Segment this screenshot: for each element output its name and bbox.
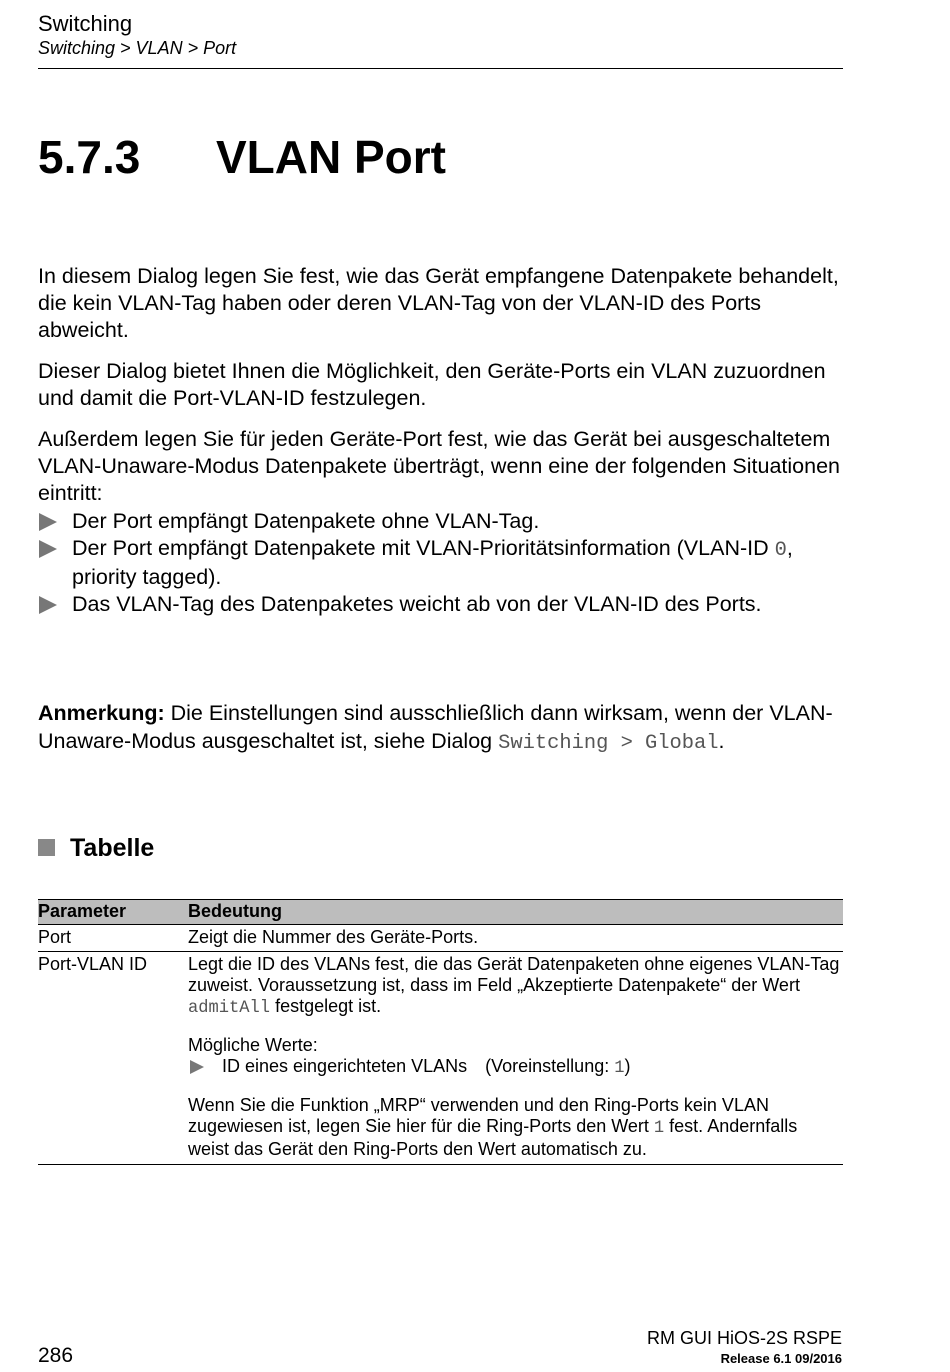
table-header-row xyxy=(38,900,843,925)
parameter-cell: Port-VLAN ID xyxy=(38,952,188,1165)
note-text: Die Einstellungen sind ausschließlich dann wirksam, wenn der VLAN-Unaware-Modus ausgeschaltet ist, siehe Dialog xyxy=(38,701,833,753)
paragraph-situations: Außerdem legen Sie für jeden Geräte-Port fest, wie das Gerät bei ausgeschaltetem VLAN-Unaware-Modus Datenpakete überträgt, wenn eine der folgenden Situationen eintritt: xyxy=(38,427,840,505)
note-paragraph xyxy=(38,699,848,758)
subsection-heading xyxy=(38,834,154,863)
triangle-bullet-icon xyxy=(190,1060,204,1074)
parameter-cell: Port xyxy=(38,925,188,952)
code-value: 1 xyxy=(653,1119,665,1138)
table-row xyxy=(38,952,843,1165)
running-header-title: Switching xyxy=(38,11,133,36)
code-value: admitAll xyxy=(188,999,271,1018)
list-item xyxy=(38,535,848,591)
meaning-cell xyxy=(188,952,843,1165)
code-value: 0 xyxy=(774,539,787,562)
page-number: 286 xyxy=(38,1344,74,1367)
possible-values-label: Mögliche Werte: xyxy=(188,1035,318,1055)
column-header-parameter: Parameter xyxy=(38,900,188,925)
meaning-paragraph: Wenn Sie die Funktion „MRP“ verwenden und den Ring-Ports kein VLAN zugewiesen ist, legen Sie hier für die Ring-Ports den Wert 1 fest. Andernfalls weist das Gerät den Ring-Ports den Wert automatisch zu. xyxy=(188,1095,798,1159)
note-end: . xyxy=(718,729,725,753)
triangle-bullet-icon xyxy=(39,513,57,531)
subsection-title: Tabelle xyxy=(70,834,155,862)
triangle-bullet-icon xyxy=(39,540,57,558)
list-item-text: , priority tagged). xyxy=(72,536,793,589)
dialog-reference: Switching > Global xyxy=(498,732,719,755)
list-item-text: Der Port empfängt Datenpakete mit VLAN-Prioritätsinformation (VLAN-ID xyxy=(72,536,775,560)
meaning-paragraph: Legt die ID des VLANs fest, die das Gerät Datenpaketen ohne eigenes VLAN-Tag zuweist. Voraussetzung ist, dass im Feld „Akzeptierte Datenpakete“ der Wert admitAll festgelegt ist. xyxy=(188,954,840,1018)
default-value-text: (Voreinstellung: 1) xyxy=(485,1056,631,1078)
value-bullet xyxy=(188,1056,843,1079)
section-title: VLAN Port xyxy=(216,131,446,183)
footer-doc-title: RM GUI HiOS-2S RSPE xyxy=(646,1328,842,1348)
paragraph-assignment: Dieser Dialog bietet Ihnen die Möglichkeit, den Geräte-Ports ein VLAN zuzuordnen und damit die Port-VLAN-ID festzulegen. xyxy=(38,359,826,410)
section-heading xyxy=(38,130,446,184)
paragraph-intro: In diesem Dialog legen Sie fest, wie das Gerät empfangene Datenpakete behandelt, die kein VLAN-Tag haben oder deren VLAN-Tag von der VLAN-ID des Ports abweicht. xyxy=(38,264,839,342)
column-header-meaning: Bedeutung xyxy=(188,900,843,925)
running-header-breadcrumb: Switching > VLAN > Port xyxy=(38,38,237,58)
note-label: Anmerkung: xyxy=(38,701,165,725)
square-bullet-icon xyxy=(38,839,55,856)
situation-list xyxy=(38,508,848,618)
table-row xyxy=(38,925,843,952)
section-number: 5.7.3 xyxy=(38,131,141,183)
list-item-text: Das VLAN-Tag des Datenpaketes weicht ab von der VLAN-ID des Ports. xyxy=(72,592,762,616)
parameter-table xyxy=(38,899,843,1165)
meaning-paragraph xyxy=(188,1035,843,1079)
header-rule xyxy=(38,68,843,69)
meaning-cell: Zeigt die Nummer des Geräte-Ports. xyxy=(188,925,843,952)
list-item xyxy=(38,508,848,535)
footer-release: Release 6.1 09/2016 xyxy=(720,1351,842,1366)
triangle-bullet-icon xyxy=(39,596,57,614)
list-item-text: Der Port empfängt Datenpakete ohne VLAN-Tag. xyxy=(72,509,540,533)
value-text: ID eines eingerichteten VLANs xyxy=(222,1056,468,1076)
list-item xyxy=(38,591,848,618)
